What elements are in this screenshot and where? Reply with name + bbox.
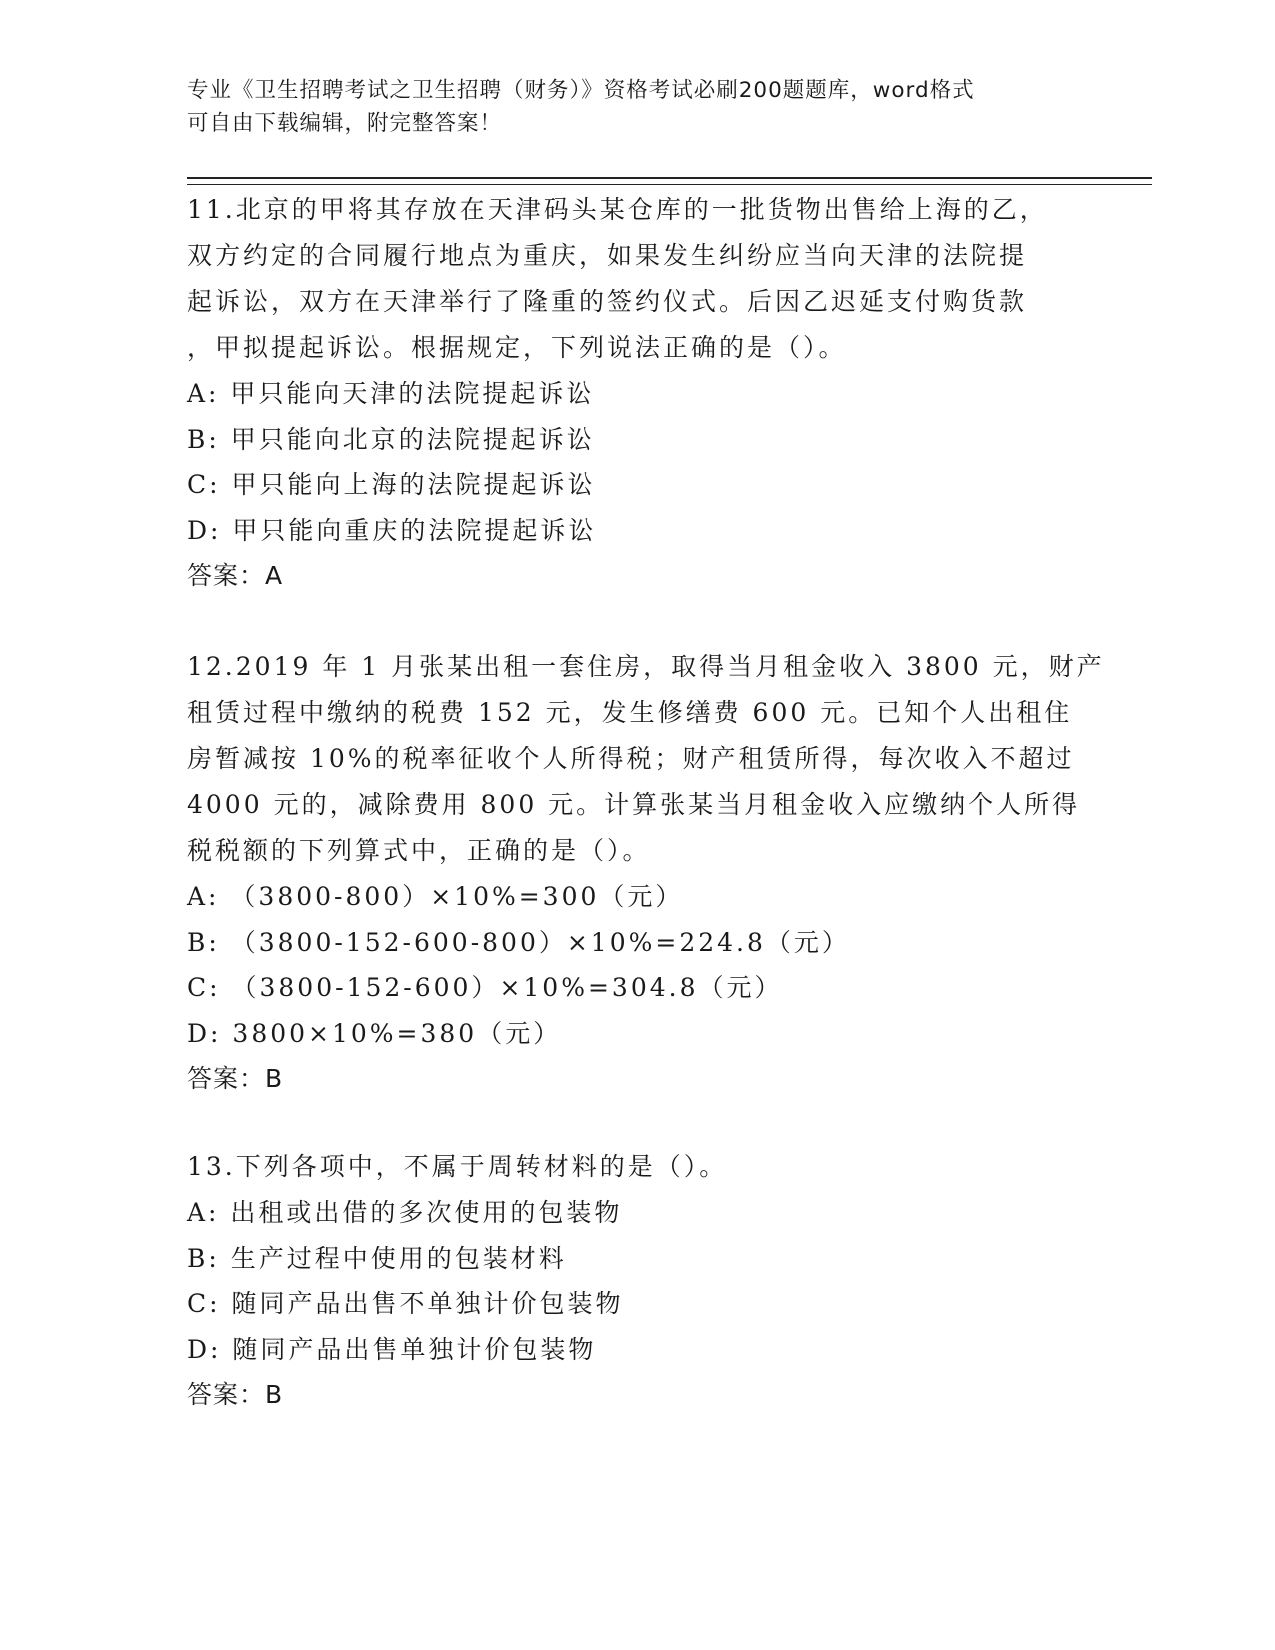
question-12 xyxy=(187,644,1105,1102)
question-text-line: ，甲拟提起诉讼。根据规定，下列说法正确的是（）。 xyxy=(187,333,847,362)
question-text-line: 13.下列各项中，不属于周转材料的是（）。 xyxy=(187,1152,728,1181)
option-a: A: 甲只能向天津的法院提起诉讼 xyxy=(187,379,595,408)
question-text-line: 税税额的下列算式中，正确的是（）。 xyxy=(187,836,651,865)
option-d: D: 3800×10%=380（元） xyxy=(187,1018,562,1048)
question-text-line: 11.北京的甲将其存放在天津码头某仓库的一批货物出售给上海的乙， xyxy=(187,195,1048,224)
option-b: B: （3800-152-600-800）×10%=224.8（元） xyxy=(187,927,850,957)
question-text-line: 房暂减按 10%的税率征收个人所得税；财产租赁所得，每次收入不超过 xyxy=(187,744,1075,773)
option-b: B: 甲只能向北京的法院提起诉讼 xyxy=(187,424,595,454)
option-a: A: 出租或出借的多次使用的包装物 xyxy=(187,1198,623,1227)
question-text-line: 4000 元的，减除费用 800 元。计算张某当月租金收入应缴纳个人所得 xyxy=(187,790,1081,819)
option-c: C: 随同产品出售不单独计价包装物 xyxy=(187,1289,624,1318)
answer-line: 答案：B xyxy=(187,1380,284,1409)
option-c: C: （3800-152-600）×10%=304.8（元） xyxy=(187,973,783,1002)
option-b: B: 生产过程中使用的包装材料 xyxy=(187,1243,567,1273)
answer-line: 答案：A xyxy=(187,561,284,590)
option-d: D: 甲只能向重庆的法院提起诉讼 xyxy=(187,515,597,545)
question-text-line: 起诉讼，双方在天津举行了隆重的签约仪式。后因乙迟延支付购货款 xyxy=(187,287,1028,316)
option-d: D: 随同产品出售单独计价包装物 xyxy=(187,1334,597,1364)
header-title-line-2: 可自由下载编辑，附完整答案！ xyxy=(187,111,503,136)
question-11 xyxy=(187,187,1087,599)
question-text-line: 双方约定的合同履行地点为重庆，如果发生纠纷应当向天津的法院提 xyxy=(187,241,1028,270)
question-13 xyxy=(187,1144,1087,1418)
question-text-line: 租赁过程中缴纳的税费 152 元，发生修缮费 600 元。已知个人出租住 xyxy=(187,698,1073,727)
header-divider-thick xyxy=(187,177,1152,179)
document-header xyxy=(187,74,1087,140)
header-divider-thin xyxy=(187,184,1152,185)
option-a: A: （3800-800）×10%=300（元） xyxy=(187,882,684,911)
answer-line: 答案：B xyxy=(187,1064,284,1093)
question-text-line: 12.2019 年 1 月张某出租一套住房，取得当月租金收入 3800 元，财产 xyxy=(187,652,1105,681)
option-c: C: 甲只能向上海的法院提起诉讼 xyxy=(187,470,596,499)
header-title-line-1: 专业《卫生招聘考试之卫生招聘（财务）》资格考试必刷200题题库，word格式 xyxy=(187,78,975,103)
